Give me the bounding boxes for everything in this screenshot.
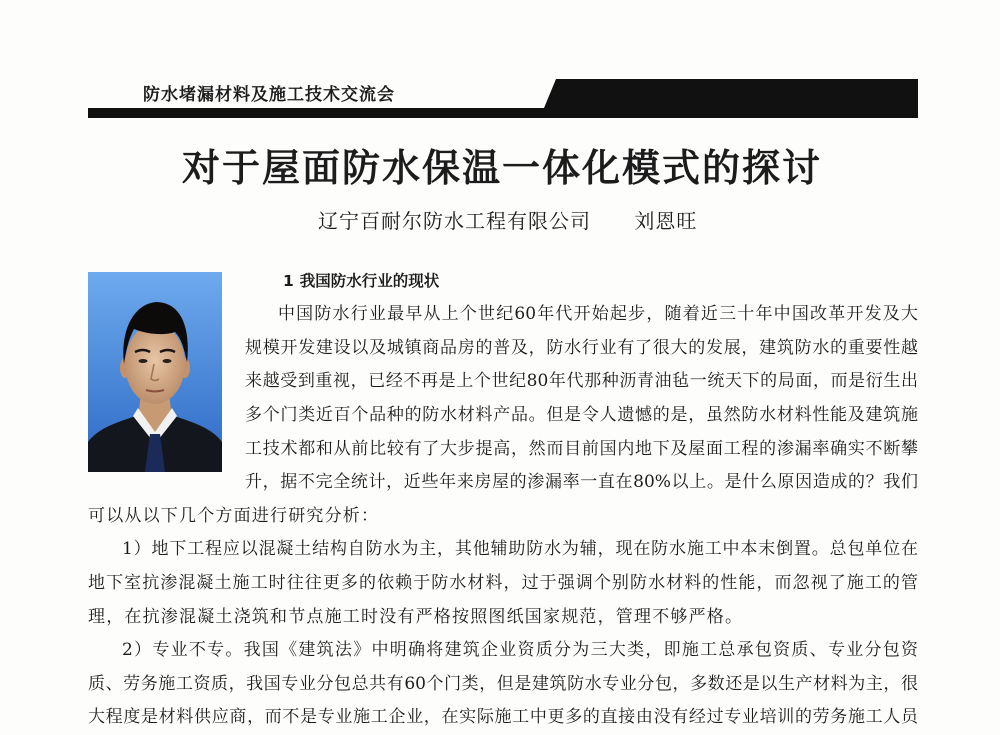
section-title: 我国防水行业的现状	[299, 271, 440, 290]
text-line: 升，据不完全统计，近些年来房屋的渗漏率一直在80%以上。是什么原因造成的？我们	[245, 472, 918, 493]
byline	[318, 207, 697, 235]
text-line: 理，在抗渗混凝土浇筑和节点施工时没有严格按照图纸国家规范，管理不够严格。	[88, 606, 744, 627]
author-name: 刘恩旺	[634, 209, 698, 233]
text-line: 地下室抗渗混凝土施工时往往更多的依赖于防水材料，过于强调个别防水材料的性能，而忽视了施工的管	[88, 572, 918, 593]
body-text	[88, 265, 918, 735]
header-rule	[0, 0, 1000, 130]
text-line: 可以从以下几个方面进行研究分析：	[88, 505, 380, 526]
text-line: 来越受到重视，已经不再是上个世纪80年代那种沥青油毡一统天下的局面，而是衍生出	[245, 371, 918, 392]
text-line: 质、劳务施工资质，我国专业分包总共有60个门类，但是建筑防水专业分包，多数还是以生产材料为主，很	[88, 673, 918, 694]
text-line: 大程度是材料供应商，而不是专业施工企业，在实际施工中更多的直接由没有经过专业培训的劳务施工人员	[88, 707, 918, 728]
text-line: 2）专业不专。我国《建筑法》中明确将建筑企业资质分为三大类，即施工总承包资质、专业分包资	[122, 640, 918, 661]
text-line: 中国防水行业最早从上个世纪60年代开始起步，随着近三十年中国改革开发及大	[278, 304, 918, 325]
section-heading	[283, 265, 918, 299]
conference-name: 防水堵漏材料及施工技术交流会	[143, 85, 395, 105]
text-line: 1）地下工程应以混凝土结构自防水为主，其他辅助防水为辅，现在防水施工中本末倒置。总包单位在	[122, 539, 918, 560]
section-number: 1	[283, 271, 294, 290]
text-line: 规模开发建设以及城镇商品房的普及，防水行业有了很大的发展，建筑防水的重要性越	[245, 337, 918, 358]
author-affiliation: 辽宁百耐尔防水工程有限公司	[318, 209, 591, 233]
article-title: 对于屋面防水保温一体化模式的探讨	[181, 145, 822, 190]
text-line: 工技术都和从前比较有了大步提高，然而目前国内地下及屋面工程的渗漏率确实不断攀	[245, 438, 918, 459]
text-line: 多个门类近百个品种的防水材料产品。但是令人遗憾的是，虽然防水材料性能及建筑施	[245, 404, 918, 425]
